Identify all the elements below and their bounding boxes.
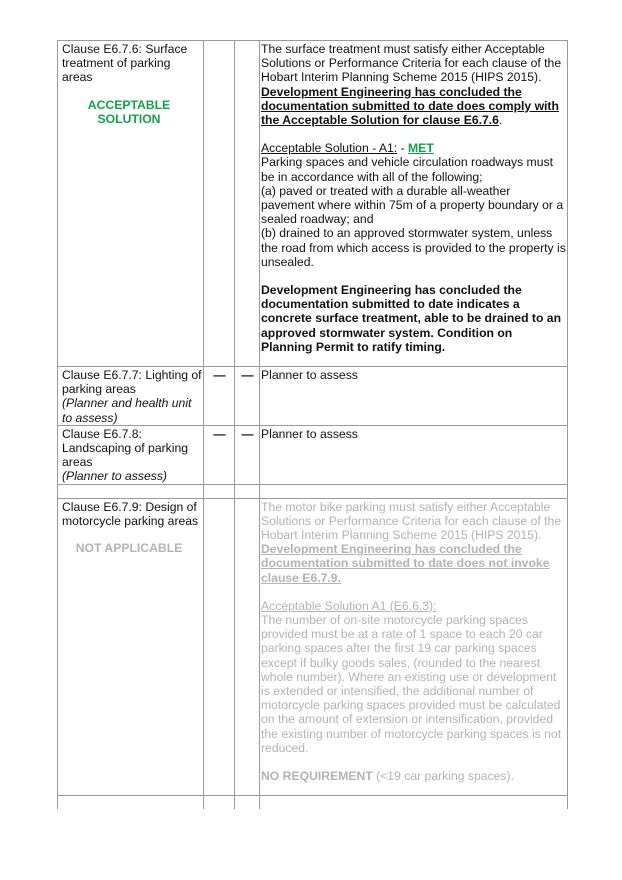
intro-text: The motor bike parking must satisfy either Acceptable Solutions or Performance Criteria for each clause of the Hobart Interim Planning Scheme 2015 (HIPS 2015).: [261, 499, 562, 543]
empty-cell: [204, 41, 235, 367]
requirement-a: (a) paved or treated with a durable all-weather pavement where within 75m of a property boundary or a sealed roadway; and: [261, 183, 564, 227]
dash-cell: —: [204, 367, 235, 426]
empty-cell: [204, 498, 235, 795]
final-conclusion: Development Engineering has concluded the documentation submitted to date indicates a concrete surface treatment, able to be drained to an approved stormwater system. Condition on Planning Permit to ratify timing.: [261, 283, 562, 354]
table-row-spacer: [58, 484, 568, 498]
acceptable-solution-line: Acceptable Solution A1 (E6.6.3):: [261, 598, 437, 613]
assessment-cell: [260, 498, 568, 795]
table-row-e676: [58, 41, 568, 367]
conclusion-text: Development Engineering has concluded the documentation submitted to date does comply with the Acceptable Solution for clause E6.7.6.: [261, 84, 559, 128]
table-row-e679: [58, 498, 568, 795]
assessment-table: [57, 40, 568, 809]
table-row-e677: [58, 367, 568, 426]
requirement-text: The number of on-site motorcycle parking spaces provided must be at a rate of 1 space to each 20 car parking spaces after the first 19 car parking spaces except if bulky goods sales, (rounded to the nearest whole number). Where an existing use or development is extended or intensified, the additional number of motorcycle parking spaces provided must be calculated on the amount of extension or intensification, provided the existing number of motorcycle parking spaces is not reduced.: [261, 613, 562, 755]
assessment-text: Planner to assess: [260, 425, 568, 484]
clause-title: Clause E6.7.7: Lighting of parking areas: [62, 368, 202, 397]
clause-note: (Planner and health unit to assess): [62, 396, 192, 425]
assessment-text: Planner to assess: [260, 367, 568, 426]
assessment-cell: [260, 41, 568, 367]
clause-title: Clause E6.7.8: Landscaping of parking areas: [62, 426, 189, 470]
result-line: NO REQUIREMENT (<19 car parking spaces).: [261, 769, 514, 784]
clause-title: Clause E6.7.6: Surface treatment of parking areas: [62, 42, 188, 85]
status-line-1: ACCEPTABLE: [87, 97, 171, 112]
empty-cell: [235, 498, 260, 795]
clause-note: (Planner to assess): [62, 469, 167, 484]
status-line-2: SOLUTION: [97, 111, 161, 126]
status-badge: [59, 98, 203, 126]
clause-cell: [58, 367, 204, 426]
clause-cell: [58, 41, 204, 367]
requirement-b: (b) drained to an approved stormwater system, unless the road from which access is provided to the property is unsealed.: [261, 226, 566, 269]
acceptable-solution-line: Acceptable Solution - A1: - MET: [261, 141, 434, 156]
table-row-empty: [58, 795, 568, 809]
dash-cell: —: [204, 425, 235, 484]
intro-text: The surface treatment must satisfy either Acceptable Solutions or Performance Criteria for each clause of the Hobart Interim Planning Scheme 2015 (HIPS 2015).: [261, 42, 562, 85]
clause-cell: [58, 498, 204, 795]
met-badge: MET: [408, 141, 434, 156]
dash-cell: —: [235, 367, 260, 426]
clause-title: Clause E6.7.9: Design of motorcycle parking areas: [62, 499, 199, 528]
conclusion-text: Development Engineering has concluded the documentation submitted to date does not invoke clause E6.7.9.: [261, 542, 550, 585]
table-row-e678: [58, 425, 568, 484]
status-badge: NOT APPLICABLE: [75, 541, 183, 556]
empty-cell: [235, 41, 260, 367]
clause-cell: [58, 425, 204, 484]
requirement-intro: Parking spaces and vehicle circulation roadways must be in accordance with all of the following;: [261, 155, 553, 184]
dash-cell: —: [235, 425, 260, 484]
